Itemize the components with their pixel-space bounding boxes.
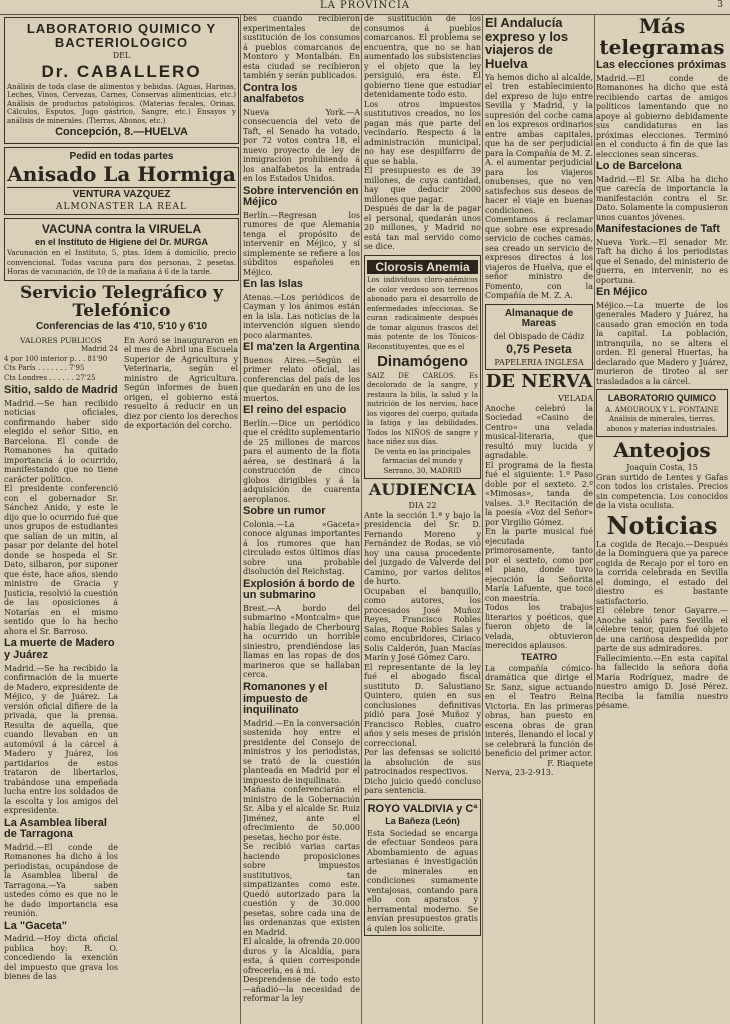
article-text: Brest.—A bordo del submarino «Montcalm» que había llegado de Cherbourg ha ocurrido un horrible siniestro, prendiéndose las llamas en las ropas de dos marineros que se hallaban cerca.	[243, 603, 360, 680]
ad-sub: en el Instituto de Higiene del Dr. MURGA	[34, 236, 209, 247]
valor-row: 4 por 100 interior p. . . 81'90	[4, 354, 108, 363]
article-text: El alcalde, la ofrenda 20.000 duros y la Alcaldía, para esta, á quien corresponde ofrecerla, es á mí.	[243, 937, 360, 975]
subcolumn-b	[124, 336, 238, 982]
article-text: Madrid.—Se han recibido noticias oficiales, confirmando haber sido elegido el señor Sitio, en Barcelona. El conde de Romanones ha quitado importancia á lo ocurrido, manifestando que no tiene carácter político.	[4, 398, 118, 484]
ad-title: ROYO VALDIVIA y Cª	[367, 802, 478, 815]
article-text: Los otros impuestos sustitutivos creados, no los pagan más que parte del vecindario. Respecto á la administración municipal, no hay ese despilfarro de que se habla.	[364, 99, 481, 166]
ad-laboratorio-caballero	[4, 17, 239, 144]
article-text: Berlín.—Regresan los rumores de que Alemania tenga el propósito de intervenir en Méjico, y sí simplemente se refiere a los súbditos españoles en Méjico.	[243, 210, 360, 277]
article-text: Ocupaban el banquillo, como autores, los procesados José Muñoz Reyes, Francisco Robles Salas, Roque Robles Salas y como encubridores, Ciriaco Solis Calderón, Juan Macías Marín y José Gómez Caro.	[364, 586, 481, 663]
headline: Manifestaciones de Taft	[596, 223, 720, 236]
headline: Lo de Barcelona	[596, 160, 682, 173]
ad-almanaque	[485, 304, 593, 371]
article-text: Buenos Aires.—Según el primer relato oficial, las conferencias del país de los que quedarán en uno de los muertos.	[243, 355, 360, 403]
ad-text: Análisis de toda clase de alimentos y bebidas. (Aguas, Harinas, Leches, Vinos, Cervezas, Carnes, Conservas alimenticias, etc.) Análisis de productos patológicos. (Materias fecales, Orinas, Cálculos, Esputos, Jugo gástrico, Sangre, etc.) Ensayos y análisis de minerales. (Tierras, Abonos, etc.)	[7, 82, 236, 125]
headline: El ma'zen la Argentina	[243, 341, 360, 354]
headline: La muerte de Madero y Juárez	[4, 637, 115, 661]
article-text: Mañana conferenciarán el ministro de la Gobernación Sr. Alba y el alcalde Sr. Ruiz Jiménez, ante el ofrecimiento de 50.000 pesetas, hecho por éste.	[243, 785, 360, 842]
column-rule	[482, 14, 483, 1024]
article-text: Después de dar la de pagar el personal, quedarán unos 20 millones, y Madrid no está tan mal servido como se dice.	[364, 204, 481, 251]
headline: El Andalucía expreso y los viajeros de Huelva	[485, 15, 569, 71]
article-text: Atenas.—Los periódicos de Cayman y los ánimos están en la isla. Las noticias de la intervención siguen siendo poco alarmantes.	[243, 292, 360, 340]
signature: F. Riaquete	[547, 758, 593, 768]
headline: Anteojos	[613, 438, 711, 463]
headline: Explosión á bordo de un submarino	[243, 577, 355, 602]
article-text: Madrid.—Se ha recibido la confirmación de la muerte de Madero, expresidente de Méjico, y de Juárez. La versión oficial difiere de la privada, que la prensa. Resulta de aquella, que cuando llevaban en un automóvil á la cárcel á Madero y Juárez, los partidarios de estos trataron de libertarlos, trabándose una empeñada lucha entre los soldados de la escolta y los amigos del expresidente.	[4, 663, 118, 816]
headline-sub: DIA 22	[408, 501, 437, 511]
article-text: Fallecimiento.—En esta capital ha fallecido la señora doña María Rodríguez, madre de nuestro amigo D. José Pérez. Reciba la familia nuestro pésame.	[596, 653, 728, 711]
article-text: La compañía cómico-dramática que dirige el Sr. Sanz, sigue actuando en el Teatro Reina Victoria. En las primeras obras, han puesto en escena obras de gran interés, llenando el local y se celebrará la función de beneficio del primer actor.	[485, 663, 593, 759]
headline: Sitio, saldo de Madrid	[4, 384, 118, 397]
article-text: de sustitución de los consumos á pueblos comarcanos. El problema se encuentra, que no se han aumentado los subsistencias y el objeto que la ley persiguió, era éste. El gobierno tiene que estudiar detenidamente todo esto.	[364, 14, 481, 99]
article-text: Madrid.—En la conversación sostenida hoy entre el presidente del Consejo de ministros y los periodistas, se trató de la cuestión planteada en Madrid por el impuesto de inquilinato.	[243, 718, 360, 785]
article-text: Gran surtido de Lentes y Gafas con todos los cristales. Precios sin competencia. Los conocidos de la vista oculista.	[596, 472, 728, 511]
headline-sub: VELADA	[558, 394, 593, 404]
article-text: Madrid.—El conde de Romanones ha dicho á los periodistas, ocupándose de la Asamblea liberal de Tarragona.—Ya saben ustedes cómo es que no le he dado importancia esa reunión.	[4, 842, 118, 919]
headline: Romanones y el impuesto de inquilinato	[243, 680, 328, 717]
section-sub: Conferencias de las 4'10, 5'10 y 6'10	[35, 321, 208, 333]
article-text: Madrid.—El Sr. Alba ha dicho que carecía de importancia la manifestación contra el Sr. Dato. Solamente la compusieron unos cuantos jóvenes.	[596, 174, 728, 222]
valores-date: Madrid 24	[80, 345, 118, 354]
column-rule	[361, 14, 362, 1024]
article-text: Se recibió varias cartas haciendo proposiciones sobre impuestos sustitutivos, tan simpatizantes como este. Quedó autorizado para la cuestión y de 30.000 pesetas, sobre cada una de las ordenanzas que existen en Madrid.	[243, 842, 360, 937]
ad-text: SAIZ DE CARLOS. Es decolorado de la sangre, y restaura la bilis, la salud y la nutrición de los nervios, hace los vigores del cuerpo, quitada la fatiga y las debilidades. Todos los NIÑOS de sangre y hace niñez sus días.	[367, 371, 478, 447]
valor-row: Cts París . . . . . . . 7'95	[4, 364, 85, 373]
headline-sub: Joaquín Costa, 15	[626, 463, 698, 473]
ad-text: Los individuos cloro-anémicos de color verdoso son terrenos abonado para el desarrollo de enfermedades infecciosas. Se curan radicalmente después de tomar algunos frascos del más potente de los Tónicos-Reconstituyentes, que es el	[367, 276, 478, 351]
ad-text: Análisis de minerales, tierras, abonos y materias industriales.	[606, 415, 718, 433]
ad-name: Dr. CABALLERO	[41, 61, 202, 81]
valor-row: Cts Londres . . . . . . 27'25	[4, 373, 96, 382]
article-text: En la parte musical fué ejecutada primorosamente, tanto por el sexteto, como por el piano, donde tuvo ejecución la Señorita María Lafuente, que tocó con maestría.	[485, 527, 593, 603]
ad-address: Concepción, 8.—HUELVA	[55, 126, 188, 139]
article-text: El programa de la fiesta fué el siguiente: 1.º Paso doble por el sexteto. 2.º «Mimosas», tanda de valses. 3.º Recitación de la poesía «Voz del Señor» por Virgilio Gómez.	[485, 460, 593, 527]
ad-brand: Dinamógeno	[377, 353, 468, 371]
page-header	[0, 0, 730, 15]
article-text: El presupuesto es de 39 millones, de cuya cantidad, hay que deducir 2000 millones que pagar.	[364, 166, 481, 204]
article-text: Méjico.—La muerte de los generales Madero y Juárez, ha causado gran emoción en toda la capital. La población, intranquila, no se altera el orden. El general Huertas, ha declarado que Madero y Juárez, murieron de tiroteo al ser trasladados a la cárcel.	[596, 300, 728, 386]
article-text: Berlín.—Dice un periódico que el crédito suplementario de 25 millones de marcos para el aumento de la flota aérea, se destinará á la construcción de cinco globos dirigibles y á la adquisición de cuarenta aeroplanos.	[243, 418, 360, 504]
article-text: bes cuando recibieron experimentales de sustitución de los consumos á pueblos comarcanos de Montoro y Montalbán. En esta ciudad se recibieron también y serán publicados.	[243, 14, 360, 80]
ad-sub: del Obispado de Cádiz	[493, 331, 585, 341]
article-text: Desprendense de todo esto—añadió—la necesidad de reformar la ley	[243, 975, 360, 1004]
article-text: En Aoró se inauguraron en el mes de Abril una Escuela Superior de Agricultura y Veterinaria, según el ministro de Agricultura. Según informes de buen origen, el gobierno está resuelto á reducir en un diez por ciento los derechos de exportación del corcho.	[124, 335, 238, 431]
headline: AUDIENCIA	[368, 480, 477, 500]
headline: Más telegramas	[599, 14, 725, 59]
article-text: Por las defensas se solicitó la absolución de sus patrocinados respectivos.	[364, 748, 481, 777]
ad-footer: De venta en las principales farmacias del mundo y Serrano, 30, MADRID	[374, 447, 471, 475]
column-2	[243, 14, 360, 1024]
column-4	[485, 14, 593, 1024]
ad-text: Vacunación en el Instituto, 5, ptas. Idem á domicilio, precio convencional. Todas vacuna para dos personas, 2 pesetas. Horas de vacunación, de 10 de la mañana á 6 de la tarde.	[7, 249, 236, 277]
article-text: Ya hemos dicho al alcalde, el tren establecimiento del expreso de lujo entre Sevilla y Madrid, y la supresión del coche cama en los expresos ordinarios entre ambas capitales, que ha de ser perjudicial para la Compañía de M. Z. A. el aumentar perjudicial para los viajeros onubenses, que no ven satisfechos sus deseos de hacer el viaje en buenas condiciones.	[485, 72, 593, 215]
ad-title: LABORATORIO QUIMICO Y BACTERIOLOGICO	[26, 21, 217, 50]
headline: En Méjico	[596, 286, 648, 299]
ad-dinamogeno	[364, 255, 481, 480]
ad-laboratorio-quimico	[596, 389, 728, 437]
ad-vacuna	[4, 218, 239, 281]
ad-top: Pedid en todas partes	[69, 150, 174, 162]
article-text: Nueva York.—El senador Mr. Taft ha dicho á los periodistas que el Senado, del ministerio de guerra, en intervenir, no es oportuna.	[596, 237, 728, 285]
ad-place: ALMONASTER LA REAL	[56, 201, 187, 212]
article-text: Dicho juicio quedó concluso para sentencia.	[364, 776, 481, 796]
headline: El reino del espacio	[243, 404, 347, 417]
subcolumn-a	[4, 336, 118, 982]
article-text: Ante la sección 1.ª y bajo la presidencia del Sr. D. Fernando Moreno y Fernández de Rodas, se vió hoy una causa procedente del juzgado de Valverde del Camino, por varios delitos de hurto.	[364, 510, 481, 587]
headline: Sobre intervención en Méjico	[243, 184, 359, 209]
article-text: El representante de la ley fué el abogado fiscal sustituto D. Salustiano Quintero, quien en sus conclusiones definitivas pidió para José Muñoz y Francisco Robles, cuatro años y seis meses de prisión correccional.	[364, 662, 481, 748]
article-text: Comentamos á reclamar que sobre ese expresado servicio de coches camas, sea creado un servicio de expresos directos á los viajeros de Huelva, que el señor ministro de Fomento, con la Compañía de M. Z. A.	[485, 215, 593, 301]
valores-title: VALORES PUBLICOS	[20, 335, 102, 345]
ad-sub: A. AMOUROUX Y L. FONTAINE	[605, 405, 719, 414]
page-number: 3	[717, 0, 724, 10]
column-3	[364, 14, 481, 1024]
ad-title: VACUNA contra la VIRUELA	[41, 222, 202, 237]
column-5	[596, 14, 728, 1024]
article-text: Madrid.—El conde de Romanones ha dicho que está recibiendo cartas de amigos políticos lamentando que no apoye al gobierno debidamente sus candidaturas en las próximas elecciones. Terminó en el conducto á fin de que las elecciones sean sinceras.	[596, 73, 728, 159]
ad-venta: VENTURA VAZQUEZ	[7, 187, 236, 201]
ad-title: Clorosis Anemia	[367, 260, 478, 275]
section-title: Servicio Telegráfico y Telefónico	[20, 282, 223, 321]
article-text: El célebre tenor Gayarre.—Anoche salió para Sevilla el célebre tenor, quien fué objeto de una cariñosa despedida por parte de sus admiradores.	[596, 606, 728, 654]
ad-sub: La Bañeza (León)	[385, 816, 460, 827]
headline: Las elecciones próximas	[596, 59, 727, 71]
dateline: Nerva, 23-2-913.	[485, 768, 554, 778]
ad-title: Almanaque de Mareas	[504, 307, 574, 330]
two-subcolumns	[4, 336, 239, 982]
headline: TEATRO	[520, 651, 558, 662]
article-text: Todos los trabajos literarios y poéticos, que fueron objeto de la velada, obtuvieron merecidos aplausos.	[485, 603, 593, 651]
newspaper-title: LA PROVINCIA	[319, 0, 411, 11]
ad-price: 0,75 Peseta	[506, 342, 572, 357]
ad-royo-valdivia	[364, 799, 481, 936]
ad-anisado	[4, 147, 239, 216]
headline: Noticias	[606, 510, 718, 540]
ad-text: Esta Sociedad se encarga de efectuar Sondeos para Abombamiento de aguas artesianas é investigación de minerales en condiciones sumamente ventajosas, contando para ello con aparatos y herramental moderno. Se envían presupuestos gratis á quien los solicite.	[367, 828, 478, 933]
article-text: El presidente conferenció con el gobernador Sr. Sánchez Anido, y este le dijo que lo ocurrido fué que unos grupos de estudiantes que salían de un mitin, al pasar por delante del hotel donde se hospeda el Sr. Dato, silbaron, por suponer que éste, hace años, siendo ministro de Gracia y Justicia, resolvió la cuestión de las oposiciones á Notarías en el mismo sentido que lo ha hecho ahora el Sr. Barroso.	[4, 484, 118, 636]
article-text: Nueva York.—A consecuencia del veto de Taft, el Senado ha votado, por 72 votos contra 18, el nuevo proyecto de ley de inmigración prohibiendo á los analfabetos la entrada en los Estados Unidos.	[243, 107, 360, 184]
headline: La "Gaceta"	[4, 919, 68, 932]
headline: La Asamblea liberal de Tarragona	[4, 816, 107, 841]
headline: En las Islas	[243, 278, 303, 291]
column-1	[4, 14, 239, 1024]
ad-title: LABORATORIO QUIMICO	[607, 393, 717, 404]
column-rule	[240, 14, 241, 1024]
column-rule	[594, 14, 595, 1024]
ad-main: Anisado La Hormiga	[7, 162, 236, 187]
ad-shop: PAPELERIA INGLESA	[494, 357, 584, 367]
article-text: La cogida de Recajo.—Después de la Dominguera que ya parece cogida de Recajo por el toro en la corrida celebrada en Sevilla el domingo, el estado del diestro es bastante satisfactorio.	[596, 539, 728, 606]
headline: Contra los analfabetos	[243, 81, 305, 106]
article-text: Madrid.—Hoy dicta oficial publica hoy: R. O. concediendo la exención del impuesto que grava los bienes de las	[4, 934, 118, 982]
article-text: Anoche celebró la Sociedad «Casino de Centro» una velada musical-literaria, que resultó muy lucida y agradable.	[485, 403, 593, 461]
headline: Sobre un rumor	[243, 505, 326, 518]
article-text: Colonia.—La «Gaceta» conoce algunas importantes á los rumores que han circulado estos últimos días sobre una probable disolución del Reichstag.	[243, 519, 360, 577]
ad-sub: DEL	[112, 51, 131, 61]
headline: DE NERVA	[485, 371, 593, 393]
